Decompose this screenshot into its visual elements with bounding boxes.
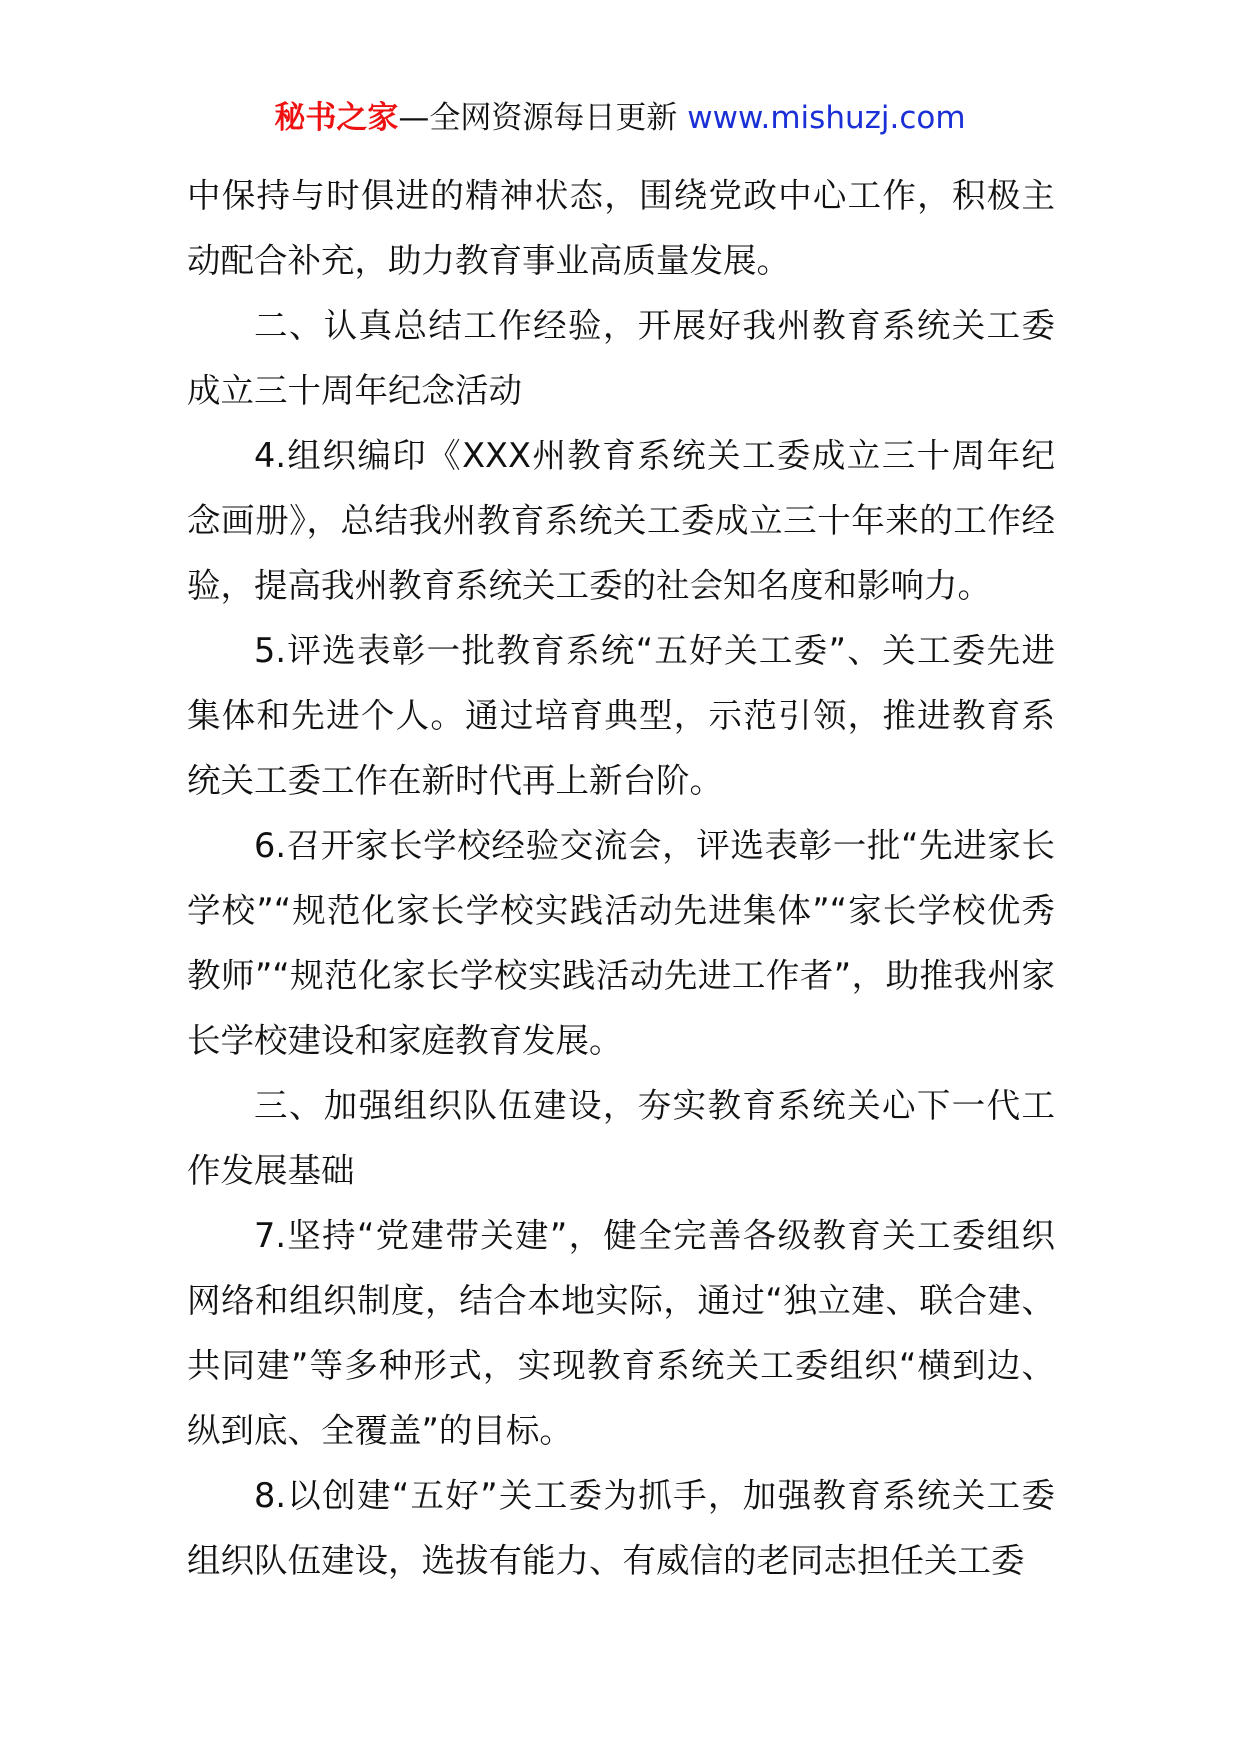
section-heading-2: 二、认真总结工作经验，开展好我州教育系统关工委成立三十周年纪念活动 xyxy=(187,306,1055,410)
section-heading-3: 三、加强组织队伍建设，夯实教育系统关心下一代工作发展基础 xyxy=(187,1086,1055,1190)
brand-name: 秘书之家 xyxy=(274,100,399,136)
paragraph-item-7: 7.坚持“党建带关建”，健全完善各级教育关工委组织网络和组织制度，结合本地实际，通过“独立建、联合建、共同建”等多种形式，实现教育系统关工委组织“横到边、纵到底、全覆盖”的目标。 xyxy=(187,1216,1055,1450)
paragraph-item-5: 5.评选表彰一批教育系统“五好关工委”、关工委先进集体和先进个人。通过培育典型，示范引领，推进教育系统关工委工作在新时代再上新台阶。 xyxy=(187,631,1055,800)
site-url-link[interactable]: www.mishuzj.com xyxy=(687,100,966,136)
document-body xyxy=(187,163,1055,1593)
paragraph-item-8: 8.以创建“五好”关工委为抓手，加强教育系统关工委组织队伍建设，选拔有能力、有威信的老同志担任关工委 xyxy=(187,1476,1055,1580)
header-tagline: —全网资源每日更新 xyxy=(398,100,688,136)
paragraph-item-4: 4.组织编印《XXX州教育系统关工委成立三十周年纪念画册》，总结我州教育系统关工委成立三十年来的工作经验，提高我州教育系统关工委的社会知名度和影响力。 xyxy=(187,436,1055,605)
paragraph-continuation: 中保持与时俱进的精神状态，围绕党政中心工作，积极主动配合补充，助力教育事业高质量发展。 xyxy=(187,176,1055,280)
paragraph-item-6: 6.召开家长学校经验交流会，评选表彰一批“先进家长学校”“规范化家长学校实践活动先进集体”“家长学校优秀教师”“规范化家长学校实践活动先进工作者”，助推我州家长学校建设和家庭教育发展。 xyxy=(187,826,1055,1060)
page-header xyxy=(0,98,1240,138)
